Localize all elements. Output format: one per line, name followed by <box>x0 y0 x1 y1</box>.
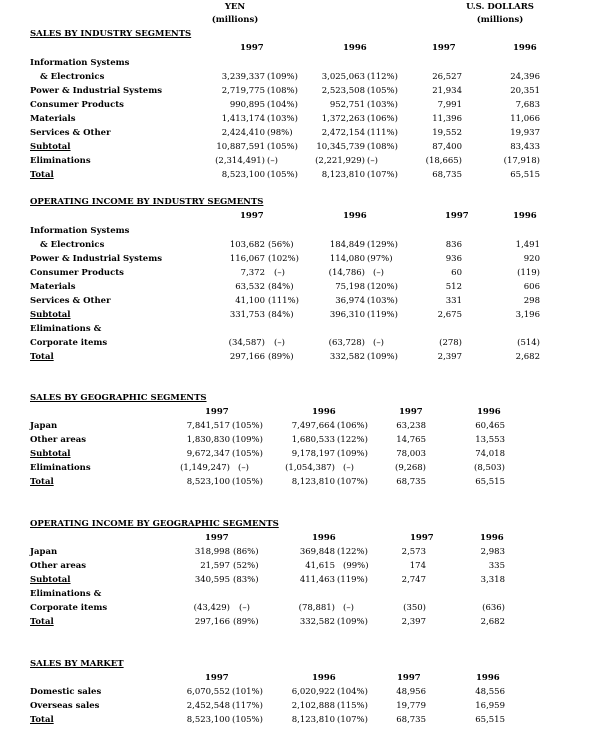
usd-1997-value: 2,747 <box>401 575 426 585</box>
year-header: 1997 <box>205 533 229 543</box>
usd-1996-value: (119) <box>517 268 540 278</box>
yen-1997-pct: (102%) <box>268 254 299 264</box>
usd-1997-value: 60 <box>451 268 462 278</box>
row-label: Power & Industrial Systems <box>30 254 162 264</box>
yen-1996-value: 396,310 <box>329 310 365 320</box>
yen-1996-value: 8,123,810 <box>321 170 365 180</box>
usd-1996-value: 65,515 <box>475 715 505 725</box>
yen-1997-pct: (–) <box>267 156 278 166</box>
yen-1997-pct: (86%) <box>233 547 259 557</box>
yen-1997-pct: (105%) <box>232 715 263 725</box>
yen-1996-pct: (107%) <box>337 715 368 725</box>
row-label: Other areas <box>30 561 87 571</box>
yen-1996-pct: (–) <box>373 338 384 348</box>
row-label: Subtotal <box>30 142 71 152</box>
row-label: Overseas sales <box>30 701 100 711</box>
row-label: Total <box>30 352 54 362</box>
usd-1996-value: 2,983 <box>480 547 505 557</box>
row-label: Eliminations & <box>30 589 102 599</box>
yen-1996-pct: (104%) <box>337 687 368 697</box>
row-label: Total <box>30 170 54 180</box>
yen-1997-pct: (–) <box>239 603 250 613</box>
usd-1997-value: 68,735 <box>396 477 426 487</box>
yen-1996-value: 6,020,922 <box>291 687 335 697</box>
usd-1997-value: 68,735 <box>432 170 462 180</box>
yen-1996-pct: (122%) <box>337 435 368 445</box>
yen-1996-value: 2,102,888 <box>291 701 335 711</box>
row-label: Materials <box>30 114 76 124</box>
yen-1997-pct: (–) <box>238 463 249 473</box>
row-label: Corporate items <box>30 338 108 348</box>
row-label: Eliminations & <box>30 324 102 334</box>
year-header: 1996 <box>513 43 537 53</box>
row-label: Services & Other <box>30 296 111 306</box>
yen-1996-value: 9,178,197 <box>291 449 335 459</box>
row-label: Corporate items <box>30 603 108 613</box>
usd-1996-value: 298 <box>523 296 540 306</box>
year-header: 1997 <box>397 673 421 683</box>
section-title: SALES BY GEOGRAPHIC SEGMENTS <box>30 393 207 403</box>
yen-1997-pct: (109%) <box>267 72 298 82</box>
row-label: & Electronics <box>40 240 105 250</box>
yen-1996-value: 41,615 <box>305 561 335 571</box>
yen-1996-value: 2,523,508 <box>321 86 365 96</box>
yen-1996-value: (2,221,929) <box>315 156 365 166</box>
usd-1996-value: 16,959 <box>475 701 505 711</box>
yen-1997-pct: (105%) <box>232 449 263 459</box>
usd-1997-value: 19,779 <box>396 701 426 711</box>
usd-1996-value: 20,351 <box>510 86 540 96</box>
usd-header: U.S. DOLLARS <box>466 2 534 12</box>
row-label: Domestic sales <box>30 687 102 697</box>
yen-1997-pct: (–) <box>274 268 285 278</box>
usd-1997-value: 331 <box>445 296 462 306</box>
yen-1996-pct: (–) <box>343 603 354 613</box>
usd-1996-value: 65,515 <box>510 170 540 180</box>
yen-1996-pct: (107%) <box>367 170 398 180</box>
yen-1997-value: 21,597 <box>200 561 230 571</box>
yen-1996-pct: (120%) <box>367 282 398 292</box>
row-label: Total <box>30 617 54 627</box>
yen-1996-pct: (–) <box>343 463 354 473</box>
yen-1997-value: 7,841,517 <box>186 421 230 431</box>
yen-1997-value: 8,523,100 <box>221 170 265 180</box>
usd-1997-value: (350) <box>403 603 426 613</box>
yen-1996-pct: (129%) <box>367 240 398 250</box>
yen-1996-pct: (105%) <box>367 86 398 96</box>
yen-1997-value: 3,239,337 <box>221 72 265 82</box>
year-header: 1997 <box>399 407 423 417</box>
yen-1996-pct: (107%) <box>337 477 368 487</box>
yen-1996-value: 8,123,810 <box>291 715 335 725</box>
yen-1997-value: 8,523,100 <box>186 477 230 487</box>
yen-1996-pct: (119%) <box>337 575 368 585</box>
yen-1996-pct: (109%) <box>337 617 368 627</box>
yen-1997-value: 6,070,552 <box>186 687 230 697</box>
yen-1996-pct: (119%) <box>367 310 398 320</box>
usd-1997-value: 48,956 <box>396 687 426 697</box>
yen-1997-value: 340,595 <box>194 575 230 585</box>
yen-1997-pct: (89%) <box>233 617 259 627</box>
usd-1997-value: 26,527 <box>432 72 462 82</box>
yen-1996-pct: (103%) <box>367 296 398 306</box>
yen-1996-pct: (106%) <box>337 421 368 431</box>
usd-1996-value: 19,937 <box>510 128 540 138</box>
yen-1996-pct: (122%) <box>337 547 368 557</box>
usd-1996-value: 13,553 <box>475 435 505 445</box>
year-header: 1997 <box>240 211 264 221</box>
yen-1996-pct: (109%) <box>367 352 398 362</box>
yen-1997-value: (43,429) <box>193 603 230 613</box>
usd-1997-value: 78,003 <box>396 449 426 459</box>
yen-1996-value: 332,582 <box>329 352 365 362</box>
yen-1996-value: 10,345,739 <box>316 142 365 152</box>
yen-1997-value: 41,100 <box>235 296 265 306</box>
yen-1997-pct: (105%) <box>267 170 298 180</box>
yen-1996-value: (14,786) <box>328 268 365 278</box>
row-label: Japan <box>30 421 58 431</box>
yen-1996-value: 184,849 <box>329 240 365 250</box>
yen-1997-value: 2,424,410 <box>221 128 265 138</box>
yen-1997-value: 7,372 <box>240 268 265 278</box>
usd-1997-value: 87,400 <box>432 142 462 152</box>
row-label: Services & Other <box>30 128 111 138</box>
usd-1996-value: 83,433 <box>510 142 540 152</box>
yen-1996-value: 332,582 <box>299 617 335 627</box>
usd-1997-value: 7,991 <box>437 100 462 110</box>
row-label: Power & Industrial Systems <box>30 86 162 96</box>
yen-1997-pct: (103%) <box>267 114 298 124</box>
usd-1996-value: 2,682 <box>515 352 540 362</box>
yen-1997-pct: (105%) <box>267 142 298 152</box>
row-label: Materials <box>30 282 76 292</box>
yen-1996-pct: (–) <box>367 156 378 166</box>
yen-1996-value: 114,080 <box>329 254 365 264</box>
yen-1997-value: 990,895 <box>229 100 265 110</box>
yen-header: YEN <box>224 2 246 12</box>
usd-1997-value: 936 <box>445 254 462 264</box>
row-label: Other areas <box>30 435 87 445</box>
usd-1996-value: 1,491 <box>515 240 540 250</box>
yen-1996-value: 2,472,154 <box>321 128 365 138</box>
year-header: 1997 <box>432 43 456 53</box>
yen-1996-pct: (97%) <box>367 254 393 264</box>
row-label: Information Systems <box>30 226 130 236</box>
row-label: Total <box>30 477 54 487</box>
yen-1997-value: (1,149,247) <box>180 463 230 473</box>
yen-1997-pct: (105%) <box>232 477 263 487</box>
yen-1996-value: 75,198 <box>335 282 365 292</box>
usd-1996-value: 74,018 <box>475 449 505 459</box>
yen-1996-pct: (109%) <box>337 449 368 459</box>
row-label: Consumer Products <box>30 100 124 110</box>
yen-1997-pct: (117%) <box>232 701 263 711</box>
yen-1996-value: 952,751 <box>329 100 365 110</box>
usd-1997-value: 174 <box>409 561 426 571</box>
yen-unit: (millions) <box>211 15 259 25</box>
row-label: & Electronics <box>40 72 105 82</box>
yen-1996-value: 7,497,664 <box>291 421 335 431</box>
yen-1997-pct: (89%) <box>268 352 294 362</box>
usd-1996-value: 335 <box>488 561 505 571</box>
usd-1997-value: (278) <box>439 338 462 348</box>
usd-1997-value: 2,675 <box>437 310 462 320</box>
yen-1997-pct: (–) <box>274 338 285 348</box>
yen-1997-value: (2,314,491) <box>215 156 265 166</box>
usd-1997-value: 512 <box>445 282 462 292</box>
yen-1997-pct: (84%) <box>268 310 294 320</box>
yen-1997-pct: (109%) <box>232 435 263 445</box>
year-header: 1996 <box>343 43 367 53</box>
usd-1997-value: 21,934 <box>432 86 462 96</box>
usd-1996-value: 3,318 <box>480 575 505 585</box>
yen-1996-value: 369,848 <box>299 547 335 557</box>
yen-1996-value: 1,680,533 <box>291 435 335 445</box>
usd-1997-value: (9,268) <box>395 463 426 473</box>
row-label: Total <box>30 715 54 725</box>
yen-1996-value: 1,372,263 <box>321 114 365 124</box>
usd-1996-value: 11,066 <box>510 114 540 124</box>
usd-1997-value: 11,396 <box>432 114 462 124</box>
year-header: 1996 <box>312 673 336 683</box>
year-header: 1997 <box>205 407 229 417</box>
yen-1997-value: 1,413,174 <box>221 114 265 124</box>
yen-1997-pct: (56%) <box>268 240 294 250</box>
yen-1997-pct: (104%) <box>267 100 298 110</box>
usd-1996-value: 606 <box>523 282 540 292</box>
usd-1996-value: 60,465 <box>475 421 505 431</box>
yen-1997-pct: (52%) <box>233 561 259 571</box>
yen-1996-value: (63,728) <box>328 338 365 348</box>
yen-1997-value: 1,830,830 <box>186 435 230 445</box>
usd-1997-value: (18,665) <box>425 156 462 166</box>
yen-1997-value: 2,719,775 <box>221 86 265 96</box>
usd-1996-value: 3,196 <box>515 310 540 320</box>
row-label: Japan <box>30 547 58 557</box>
section-title: SALES BY INDUSTRY SEGMENTS <box>30 29 192 39</box>
yen-1997-value: 10,887,591 <box>216 142 265 152</box>
usd-1997-value: 836 <box>445 240 462 250</box>
yen-1996-value: (78,881) <box>298 603 335 613</box>
yen-1996-value: 411,463 <box>299 575 335 585</box>
yen-1997-value: 331,753 <box>229 310 265 320</box>
usd-1997-value: 2,397 <box>401 617 426 627</box>
yen-1997-value: 9,672,347 <box>186 449 230 459</box>
yen-1996-pct: (115%) <box>337 701 368 711</box>
year-header: 1996 <box>312 533 336 543</box>
yen-1996-pct: (112%) <box>367 72 398 82</box>
row-label: Information Systems <box>30 58 130 68</box>
year-header: 1996 <box>343 211 367 221</box>
row-label: Subtotal <box>30 310 71 320</box>
usd-1996-value: 7,683 <box>515 100 540 110</box>
usd-1997-value: 63,238 <box>396 421 426 431</box>
yen-1996-pct: (106%) <box>367 114 398 124</box>
usd-1996-value: 65,515 <box>475 477 505 487</box>
yen-1996-pct: (99%) <box>343 561 369 571</box>
yen-1996-value: 8,123,810 <box>291 477 335 487</box>
yen-1997-pct: (108%) <box>267 86 298 96</box>
year-header: 1997 <box>205 673 229 683</box>
usd-1997-value: 2,397 <box>437 352 462 362</box>
yen-1997-pct: (105%) <box>232 421 263 431</box>
yen-1997-value: (34,587) <box>228 338 265 348</box>
usd-1996-value: 48,556 <box>475 687 505 697</box>
yen-1997-value: 8,523,100 <box>186 715 230 725</box>
usd-1997-value: 68,735 <box>396 715 426 725</box>
year-header: 1996 <box>480 533 504 543</box>
usd-unit: (millions) <box>476 15 524 25</box>
row-label: Eliminations <box>30 156 91 166</box>
yen-1997-pct: (98%) <box>267 128 293 138</box>
yen-1997-pct: (101%) <box>232 687 263 697</box>
year-header: 1996 <box>513 211 537 221</box>
year-header: 1996 <box>476 673 500 683</box>
yen-1997-value: 297,166 <box>194 617 230 627</box>
yen-1996-value: 36,974 <box>335 296 365 306</box>
usd-1996-value: (17,918) <box>503 156 540 166</box>
usd-1996-value: 2,682 <box>480 617 505 627</box>
row-label: Subtotal <box>30 449 71 459</box>
yen-1996-value: (1,054,387) <box>285 463 335 473</box>
usd-1996-value: (514) <box>517 338 540 348</box>
year-header: 1996 <box>477 407 501 417</box>
usd-1996-value: (8,503) <box>474 463 505 473</box>
yen-1997-pct: (83%) <box>233 575 259 585</box>
year-header: 1997 <box>240 43 264 53</box>
usd-1996-value: (636) <box>482 603 505 613</box>
usd-1997-value: 19,552 <box>432 128 462 138</box>
yen-1997-value: 2,452,548 <box>186 701 230 711</box>
year-header: 1996 <box>312 407 336 417</box>
yen-1997-pct: (111%) <box>268 296 299 306</box>
yen-1996-pct: (103%) <box>367 100 398 110</box>
usd-1996-value: 920 <box>523 254 540 264</box>
section-title: OPERATING INCOME BY GEOGRAPHIC SEGMENTS <box>30 519 279 529</box>
year-header: 1997 <box>445 211 469 221</box>
row-label: Eliminations <box>30 463 91 473</box>
yen-1997-value: 103,682 <box>229 240 265 250</box>
yen-1996-pct: (111%) <box>367 128 398 138</box>
usd-1997-value: 14,765 <box>396 435 426 445</box>
usd-1996-value: 24,396 <box>510 72 540 82</box>
section-title: OPERATING INCOME BY INDUSTRY SEGMENTS <box>30 197 264 207</box>
yen-1996-pct: (–) <box>373 268 384 278</box>
yen-1997-value: 116,067 <box>229 254 265 264</box>
row-label: Consumer Products <box>30 268 124 278</box>
usd-1997-value: 2,573 <box>401 547 426 557</box>
yen-1996-pct: (108%) <box>367 142 398 152</box>
section-title: SALES BY MARKET <box>30 659 124 669</box>
yen-1997-value: 318,998 <box>194 547 230 557</box>
yen-1997-pct: (84%) <box>268 282 294 292</box>
year-header: 1997 <box>410 533 434 543</box>
yen-1997-value: 63,532 <box>235 282 265 292</box>
yen-1997-value: 297,166 <box>229 352 265 362</box>
row-label: Subtotal <box>30 575 71 585</box>
yen-1996-value: 3,025,063 <box>321 72 365 82</box>
